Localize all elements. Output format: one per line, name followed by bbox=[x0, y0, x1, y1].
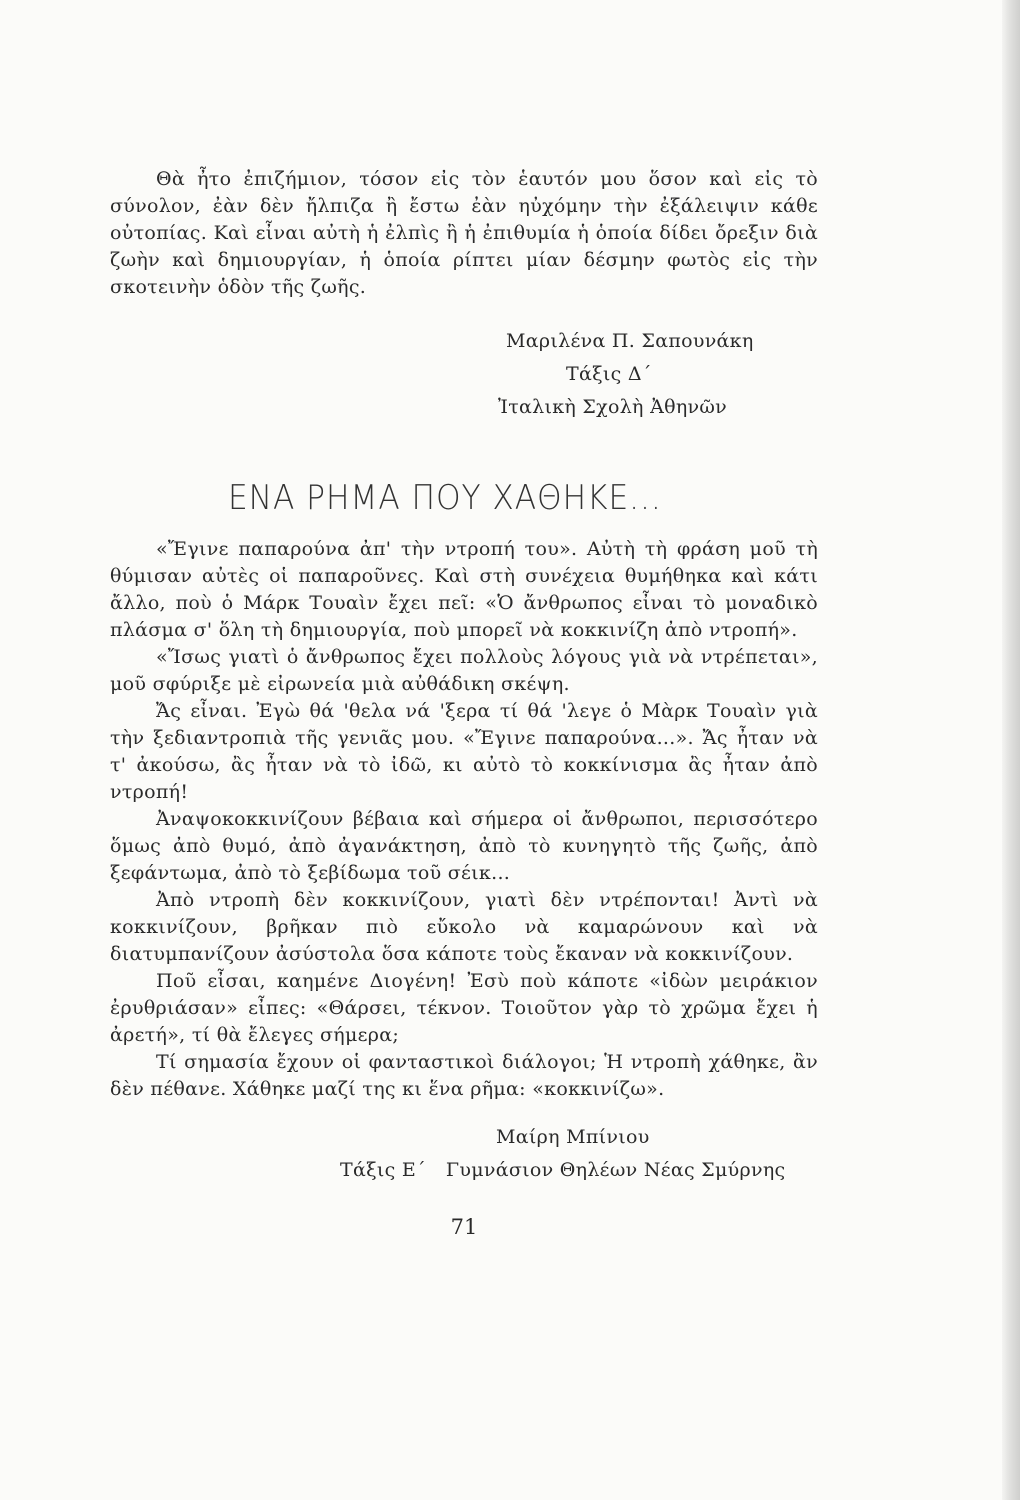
article-paragraph: Τί σημασία ἔχουν οἱ φανταστικοὶ διάλογοι; Ἡ ντροπὴ χάθηκε, ἂν δὲν πέθανε. Χάθηκε μαζί της κι ἕνα ρῆμα: «κοκκινίζω». bbox=[110, 1051, 818, 1100]
article-paragraph: Ἄς εἶναι. Ἐγὼ θά 'θελα νά 'ξερα τί θά 'λεγε ὁ Μὰρκ Τουαὶν γιὰ τὴν ξεδιαντροπιὰ τῆς γενιᾶς μου. «Ἔγινε παπαρούνα...». Ἄς ἦταν νὰ τ' ἀκούσω, ἂς ἦταν νὰ τὸ ἰδῶ, κι αὐτὸ τὸ κοκκίνισμα ἂς ἦταν ἀπὸ ντροπή! bbox=[110, 700, 818, 803]
article-paragraph: Ἀπὸ ντροπὴ δὲν κοκκινίζουν, γιατὶ δὲν ντρέπονται! Ἀντὶ νὰ κοκκινίζουν, βρῆκαν πιὸ εὔκολο νὰ καμαρώνουν καὶ νὰ διατυμπανίζουν ἀσύστολα ὅσα κάποτε τοὺς ἔκαναν νὰ κοκκινίζουν. bbox=[110, 889, 818, 965]
article-body bbox=[110, 536, 818, 1103]
page-text-column bbox=[110, 166, 818, 1239]
intro-paragraph: Θὰ ἦτο ἐπιζήμιον, τόσον εἰς τὸν ἑαυτόν μου ὅσον καὶ εἰς τὸ σύνολον, ἐὰν δὲν ἤλπιζα ἢ ἔστω ἐὰν ηὐχόμην τὴν ἐξάλειψιν κάθε οὐτοπίας. Καὶ εἶναι αὐτὴ ἡ ἐλπὶς ἢ ἡ ἐπιθυμία ἡ ὁποία δίδει ὄρεξιν διὰ ζωὴν καὶ δημιουργίαν, ἡ ὁποία ρίπτει μίαν δέσμην φωτὸς εἰς τὴν σκοτεινὴν ὁδὸν τῆς ζωῆς. bbox=[110, 168, 818, 298]
signature-2-name: Μαίρη Μπίνιου bbox=[496, 1126, 650, 1148]
article-paragraph: «Ἔγινε παπαρούνα ἀπ' τὴν ντροπή του». Αὐτὴ τὴ φράση μοῦ τὴ θύμισαν αὐτὲς οἱ παπαροῦνες. Καὶ στὴ συνέχεια θυμήθηκα καὶ κάτι ἄλλο, ποὺ ὁ Μάρκ Τουαὶν ἔχει πεῖ: «Ὁ ἄνθρωπος εἶναι τὸ μοναδικὸ πλάσμα σ' ὅλη τὴ δημιουργία, ποὺ μπορεῖ νὰ κοκκινίζη ἀπὸ ντροπή». bbox=[110, 538, 818, 641]
article-title: ΕΝΑ ΡΗΜΑ ΠΟΥ ΧΑΘΗΚΕ... bbox=[228, 478, 662, 518]
article-paragraph: Ἀναψοκοκκινίζουν βέβαια καὶ σήμερα οἱ ἄνθρωποι, περισσότερο ὅμως ἀπὸ θυμό, ἀπὸ ἀγανάκτηση, ἀπὸ τὸ κυνηγητὸ τῆς ζωῆς, ἀπὸ ξεφάντωμα, ἀπὸ τὸ ξεβίδωμα τοῦ σέικ... bbox=[110, 808, 818, 884]
signature-2-school: Γυμνάσιον Θηλέων Νέας Σμύρνης bbox=[445, 1159, 786, 1181]
signature-1-name: Μαριλένα Π. Σαπουνάκη bbox=[506, 330, 754, 352]
signature-2-affiliation bbox=[340, 1154, 818, 1187]
article-paragraph: Ποῦ εἶσαι, καημένε Διογένη! Ἐσὺ ποὺ κάποτε «ἰδὼν μειράκιον ἐρυθριάσαν» εἶπες: «Θάρσει, τέκνον. Τοιοῦτον γὰρ τὸ χρῶμα ἔχει ἡ ἀρετή», τί θὰ ἔλεγες σήμερα; bbox=[110, 970, 818, 1046]
signature-1-class: Τάξις Δ΄ bbox=[566, 363, 652, 385]
page-number: 71 bbox=[450, 1215, 478, 1239]
signature-1-school: Ἰταλικὴ Σχολὴ Ἀθηνῶν bbox=[498, 396, 728, 418]
article-paragraph: «Ἴσως γιατὶ ὁ ἄνθρωπος ἔχει πολλοὺς λόγους γιὰ νὰ ντρέπεται», μοῦ σφύριξε μὲ εἰρωνεία μιὰ αὐθάδικη σκέψη. bbox=[110, 646, 818, 695]
signature-2-class: Τάξις Ε΄ bbox=[340, 1159, 426, 1181]
page-edge-shadow bbox=[1002, 0, 1020, 1500]
